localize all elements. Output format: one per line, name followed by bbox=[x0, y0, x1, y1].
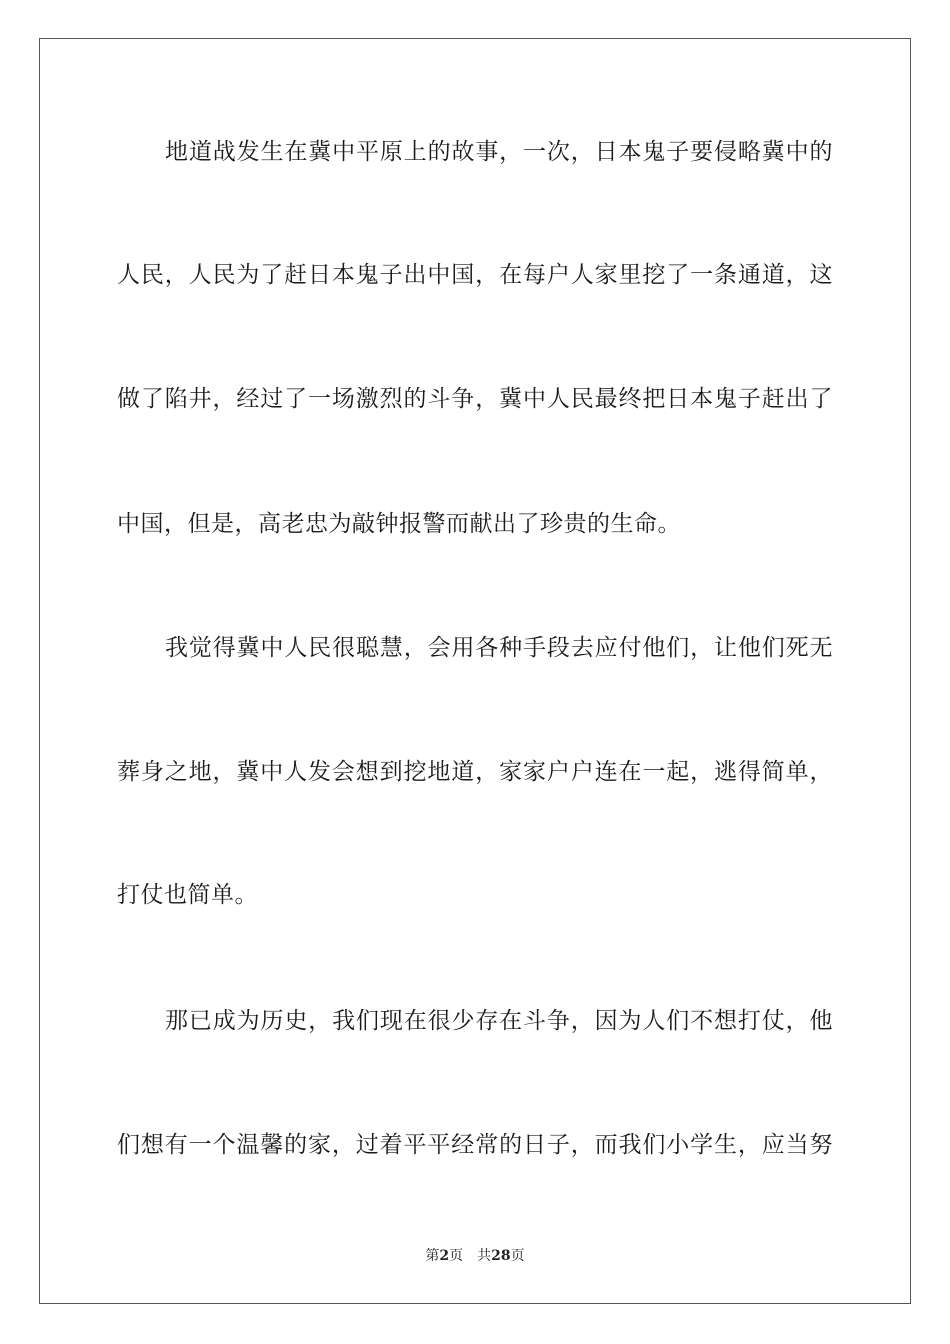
paragraph-1-line-4: 中国，但是，高老忠为敲钟报警而献出了珍贵的生命。 bbox=[117, 511, 681, 537]
page-number: 2 bbox=[439, 1248, 450, 1264]
paragraph-3-line-2: 们想有一个温馨的家，过着平平经常的日子，而我们小学生，应当努 bbox=[117, 1132, 833, 1158]
paragraph-1-line-2: 人民，人民为了赶日本鬼子出中国，在每户人家里挖了一条通道，这 bbox=[117, 262, 833, 288]
total-pages: 28 bbox=[491, 1248, 511, 1264]
paragraph-3-line-1: 那已成为历史，我们现在很少存在斗争，因为人们不想打仗，他 bbox=[165, 1008, 833, 1034]
paragraph-2-line-1: 我觉得冀中人民很聪慧，会用各种手段去应付他们，让他们死无 bbox=[165, 635, 833, 661]
total-suffix: 页 bbox=[510, 1248, 525, 1264]
page-suffix: 页 bbox=[449, 1248, 464, 1264]
page-prefix: 第 bbox=[425, 1248, 440, 1264]
paragraph-1-line-1: 地道战发生在冀中平原上的故事，一次，日本鬼子要侵略冀中的 bbox=[165, 139, 833, 165]
paragraph-2-line-2: 葬身之地，冀中人发会想到挖地道，家家户户连在一起，逃得简单， bbox=[117, 759, 833, 785]
total-prefix: 共 bbox=[477, 1248, 492, 1264]
paragraph-2-line-3: 打仗也简单。 bbox=[117, 882, 258, 908]
page-footer bbox=[0, 1245, 950, 1265]
page-border bbox=[39, 38, 911, 1304]
paragraph-1-line-3: 做了陷井，经过了一场激烈的斗争，冀中人民最终把日本鬼子赶出了 bbox=[117, 386, 833, 412]
